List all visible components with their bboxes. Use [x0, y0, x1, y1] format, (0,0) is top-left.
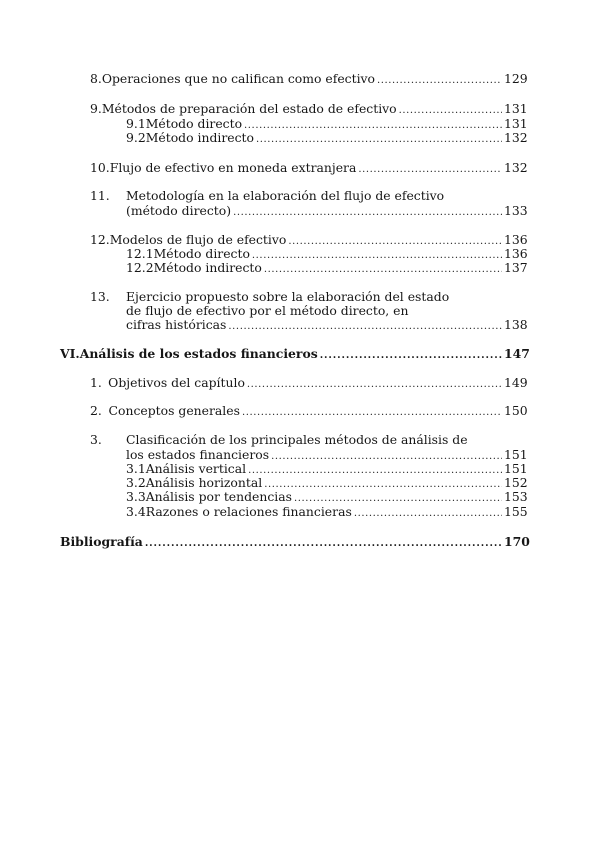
subentry-page: 137 — [504, 260, 528, 275]
toc-entry-c3[interactable] — [90, 432, 526, 448]
entry-title: Operaciones que no califican como efectivo — [101, 71, 375, 86]
subentry-number: 3.1 — [126, 461, 146, 476]
subentry-title: Método directo — [145, 116, 243, 131]
entry-page: 129 — [504, 71, 528, 86]
entry-title-line-3: cifras históricas — [126, 317, 227, 332]
toc-bibliography[interactable] — [60, 534, 530, 550]
dot-leader — [242, 403, 502, 421]
subentry-page: 132 — [504, 130, 528, 145]
toc-subentry-12-2[interactable] — [126, 260, 526, 276]
subentry-page: 131 — [504, 116, 528, 131]
chapter-page: 147 — [504, 346, 530, 361]
entry-title: Modelos de flujo de efectivo — [109, 232, 287, 247]
toc-entry-c1[interactable] — [90, 375, 526, 391]
toc-entry-9[interactable] — [90, 101, 526, 117]
dot-leader — [264, 260, 502, 278]
entry-page: 138 — [504, 317, 528, 332]
entry-title-line-1: Clasificación de los principales métodos de análisis de — [126, 432, 468, 447]
entry-page: 131 — [504, 101, 528, 116]
entry-number: 11. — [90, 188, 110, 203]
toc-entry-10[interactable] — [90, 160, 526, 176]
entry-title-line-1: Ejercicio propuesto sobre la elaboración del estado — [126, 289, 450, 304]
subentry-number: 12.2 — [126, 260, 154, 275]
entry-page: 132 — [504, 160, 528, 175]
subentry-title: Análisis por tendencias — [145, 489, 293, 504]
entry-title-line-2: de flujo de efectivo por el método directo, en — [126, 303, 409, 318]
toc-subentry-9-2[interactable] — [126, 130, 526, 146]
subentry-title: Razones o relaciones financieras — [145, 504, 352, 519]
entry-title: Métodos de preparación del estado de efectivo — [101, 101, 397, 116]
dot-leader — [145, 534, 502, 552]
entry-title-line-2: (método directo) — [126, 203, 232, 218]
subentry-number: 9.2 — [126, 130, 146, 145]
entry-number: 3. — [90, 432, 102, 447]
chapter-title: Análisis de los estados financieros — [79, 346, 318, 361]
subentry-title: Análisis horizontal — [145, 475, 263, 490]
entry-page: 133 — [504, 203, 528, 218]
subentry-number: 3.3 — [126, 489, 146, 504]
entry-page: 136 — [504, 232, 528, 247]
entry-page: 149 — [504, 375, 528, 390]
entry-page: 151 — [504, 447, 528, 462]
entry-number: 13. — [90, 289, 110, 304]
dot-leader — [320, 346, 502, 364]
entry-number: 9. — [90, 101, 102, 116]
subentry-page: 136 — [504, 246, 528, 261]
toc-entry-11-cont[interactable] — [126, 203, 526, 219]
toc-subentry-3-4[interactable] — [126, 504, 526, 520]
subentry-title: Método directo — [153, 246, 250, 261]
toc-entry-c2[interactable] — [90, 403, 526, 419]
entry-title: Objetivos del capítulo — [108, 375, 245, 390]
toc-entry-11[interactable] — [90, 188, 526, 204]
subentry-page: 152 — [504, 475, 528, 490]
subentry-number: 3.4 — [126, 504, 146, 519]
subentry-title: Análisis vertical — [145, 461, 247, 476]
subentry-number: 9.1 — [126, 116, 146, 131]
entry-title-line-2: los estados financieros — [126, 447, 270, 462]
entry-title-line-1: Metodología en la elaboración del flujo de efectivo — [126, 188, 445, 203]
toc-entry-13-cont-2[interactable] — [126, 317, 526, 333]
entry-title: Flujo de efectivo en moneda extranjera — [109, 160, 357, 175]
subentry-number: 12.1 — [126, 246, 154, 261]
subentry-page: 155 — [504, 504, 528, 519]
dot-leader — [358, 160, 502, 178]
dot-leader — [377, 71, 502, 89]
dot-leader — [247, 375, 502, 393]
entry-number: 10. — [90, 160, 110, 175]
subentry-page: 151 — [504, 461, 528, 476]
toc-chapter-6[interactable] — [60, 346, 530, 362]
chapter-number: VI. — [60, 346, 80, 361]
entry-number: 1. — [90, 375, 102, 390]
subentry-title: Método indirecto — [153, 260, 262, 275]
entry-number: 12. — [90, 232, 110, 247]
subentry-title: Método indirecto — [145, 130, 254, 145]
entry-page: 150 — [504, 403, 528, 418]
toc-entry-8[interactable] — [90, 71, 526, 87]
bibliography-page: 170 — [504, 534, 530, 549]
entry-number: 2. — [90, 403, 102, 418]
dot-leader — [233, 203, 502, 221]
bibliography-title: Bibliografía — [60, 534, 143, 549]
dot-leader — [256, 130, 502, 148]
subentry-page: 153 — [504, 489, 528, 504]
dot-leader — [354, 504, 502, 522]
dot-leader — [228, 317, 502, 335]
toc-subentry-3-3[interactable] — [126, 489, 526, 505]
entry-number: 8. — [90, 71, 102, 86]
entry-title: Conceptos generales — [108, 403, 240, 418]
subentry-number: 3.2 — [126, 475, 146, 490]
